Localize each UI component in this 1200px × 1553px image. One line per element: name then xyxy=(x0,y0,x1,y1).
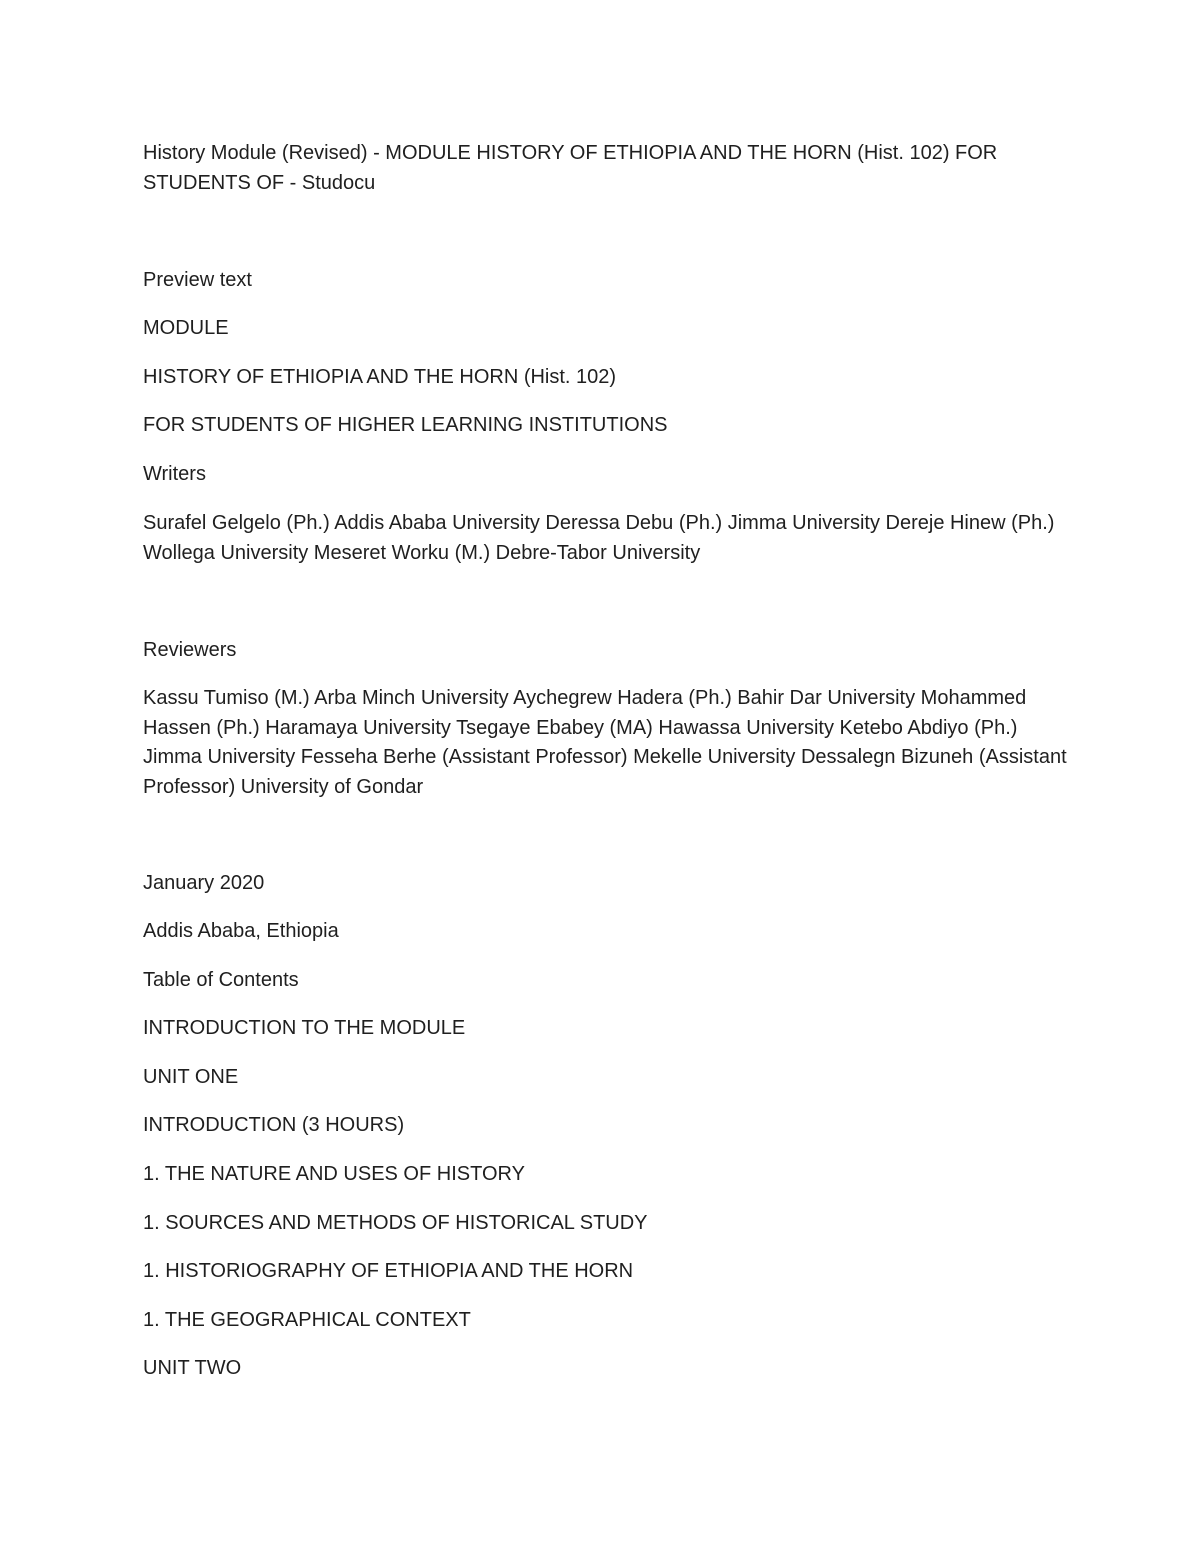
toc-item: INTRODUCTION TO THE MODULE xyxy=(143,1017,466,1039)
preview-label: Preview text xyxy=(143,269,252,291)
publication-date: January 2020 xyxy=(143,872,265,894)
writers-heading: Writers xyxy=(143,463,206,485)
toc-item: UNIT ONE xyxy=(143,1066,239,1088)
toc-item: 1. THE GEOGRAPHICAL CONTEXT xyxy=(143,1309,471,1331)
toc-heading: Table of Contents xyxy=(143,969,299,991)
module-label: MODULE xyxy=(143,317,229,339)
writers-list: Surafel Gelgelo (Ph.) Addis Ababa University Deressa Debu (Ph.) Jimma University Dereje Hinew (Ph.) Wollega University Meseret Worku (M.) Debre-Tabor University xyxy=(143,512,1055,564)
publication-place: Addis Ababa, Ethiopia xyxy=(143,920,339,942)
toc-item: 1. SOURCES AND METHODS OF HISTORICAL STUDY xyxy=(143,1212,648,1234)
reviewers-heading: Reviewers xyxy=(143,639,237,661)
toc-item: INTRODUCTION (3 HOURS) xyxy=(143,1114,405,1136)
audience-line: FOR STUDENTS OF HIGHER LEARNING INSTITUTIONS xyxy=(143,414,668,436)
document-title: History Module (Revised) - MODULE HISTORY OF ETHIOPIA AND THE HORN (Hist. 102) FOR STUDENTS OF - Studocu xyxy=(143,142,998,194)
toc-item: 1. HISTORIOGRAPHY OF ETHIOPIA AND THE HORN xyxy=(143,1260,634,1282)
toc-item: UNIT TWO xyxy=(143,1357,242,1379)
reviewers-list: Kassu Tumiso (M.) Arba Minch University Aychegrew Hadera (Ph.) Bahir Dar University Mohammed Hassen (Ph.) Haramaya University Tsegaye Ebabey (MA) Hawassa University Ketebo Abdiyo (Ph.) Jimma University Fesseha Berhe (Assistant Professor) Mekelle University Dessalegn Bizuneh (Assistant Professor) University of Gondar xyxy=(143,687,1067,798)
course-title: HISTORY OF ETHIOPIA AND THE HORN (Hist. 102) xyxy=(143,366,617,388)
toc-item: 1. THE NATURE AND USES OF HISTORY xyxy=(143,1163,525,1185)
